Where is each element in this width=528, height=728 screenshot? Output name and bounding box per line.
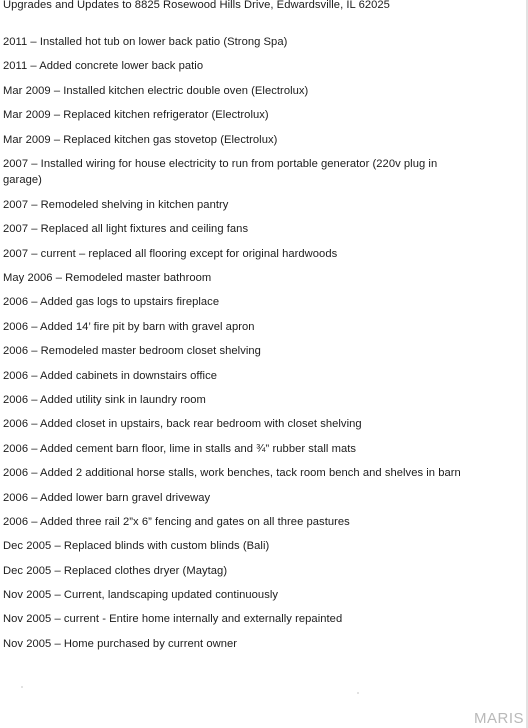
list-item: 2007 – current – replaced all flooring except for original hardwoods [3,247,338,260]
list-item: Mar 2009 – Installed kitchen electric double oven (Electrolux) [3,84,309,97]
list-item: 2006 – Added cabinets in downstairs office [3,369,217,382]
list-item: Mar 2009 – Replaced kitchen refrigerator (Electrolux) [3,109,269,122]
list-item: Nov 2005 – current - Entire home internally and externally repainted [3,613,343,626]
list-item: 2007 – Remodeled shelving in kitchen pantry [3,198,229,211]
list-item: 2006 – Added lower barn gravel driveway [3,491,211,504]
scan-speck [357,692,359,694]
list-item: Nov 2005 – Current, landscaping updated continuously [3,589,279,602]
list-item: 2006 – Remodeled master bedroom closet shelving [3,345,261,358]
list-item: 2011 – Added concrete lower back patio [3,60,204,73]
list-item: 2006 – Added utility sink in laundry room [3,393,206,406]
list-item: Nov 2005 – Home purchased by current owner [3,637,238,650]
list-item: Dec 2005 – Replaced blinds with custom blinds (Bali) [3,540,270,553]
document-title: Upgrades and Updates to 8825 Rosewood Hills Drive, Edwardsville, IL 62025 [3,0,390,11]
list-item: 2006 – Added closet in upstairs, back rear bedroom with closet shelving [3,418,362,431]
list-item: May 2006 – Remodeled master bathroom [3,272,212,285]
list-item: 2007 – Replaced all light fixtures and ceiling fans [3,223,249,236]
list-item: 2011 – Installed hot tub on lower back patio (Strong Spa) [3,36,288,48]
list-item: Mar 2009 – Replaced kitchen gas stovetop (Electrolux) [3,133,278,146]
scan-speck [21,686,23,688]
list-item: 2006 – Added cement barn floor, lime in stalls and ¾” rubber stall mats [3,442,357,455]
upgrades-list [3,34,473,660]
list-item: 2007 – Installed wiring for house electricity to run from portable generator (220v plug in garage) [3,157,438,187]
list-item: 2006 – Added 14’ fire pit by barn with gravel apron [3,320,255,333]
list-item: 2006 – Added 2 additional horse stalls, work benches, tack room bench and shelves in barn [3,467,461,480]
list-item: Dec 2005 – Replaced clothes dryer (Maytag) [3,564,228,577]
list-item: 2006 – Added three rail 2”x 6” fencing and gates on all three pastures [3,515,350,528]
watermark-logo: MARIS [473,710,524,727]
list-item: 2006 – Added gas logs to upstairs fireplace [3,296,220,309]
